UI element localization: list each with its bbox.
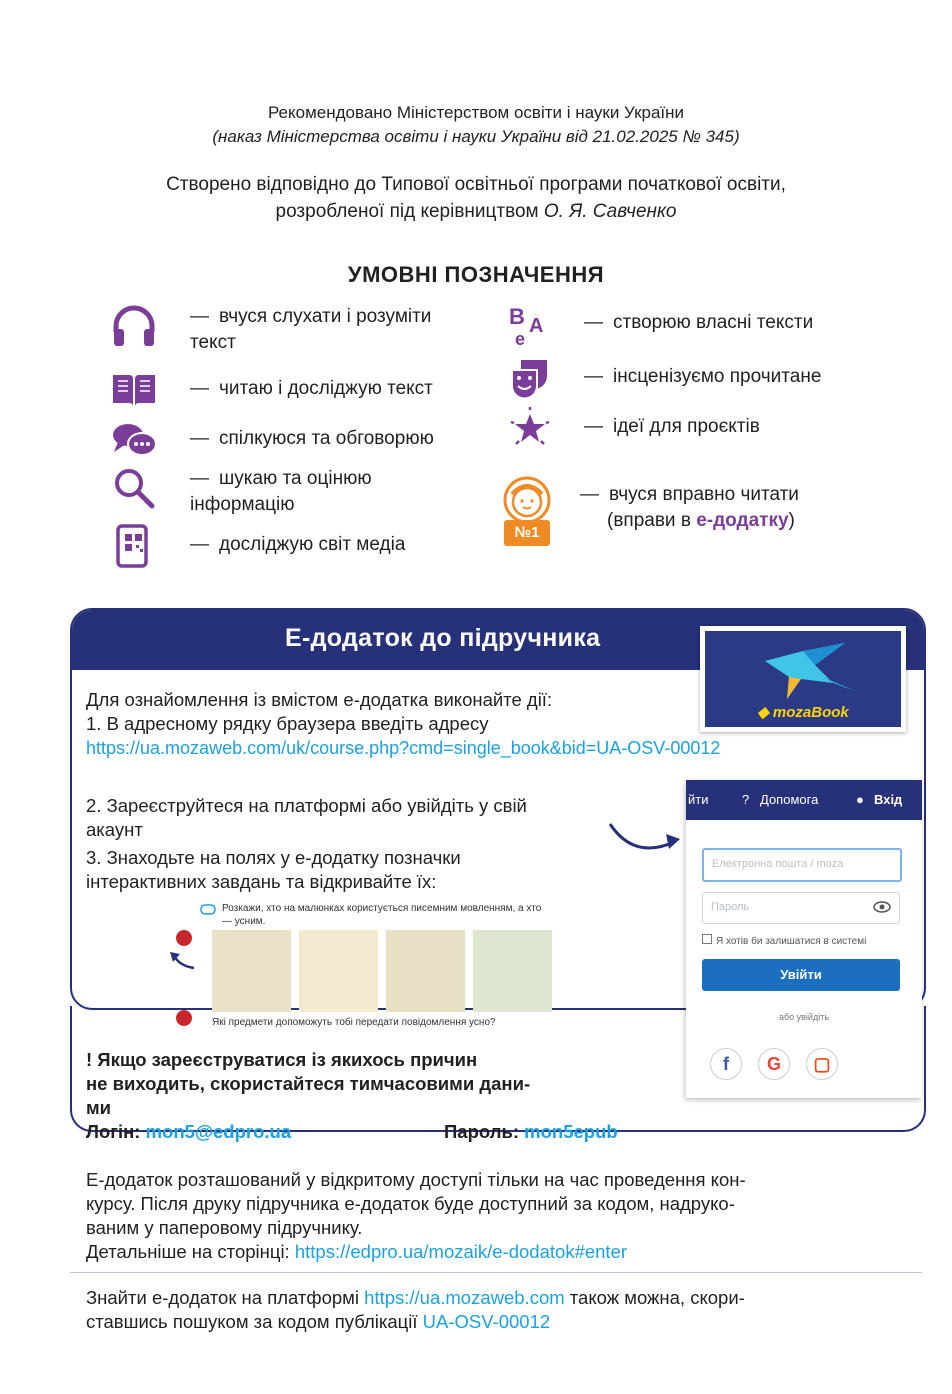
speech-icon [200, 904, 216, 916]
help-icon: ? [742, 792, 750, 807]
interactive-marker-icon-2[interactable] [174, 1008, 194, 1028]
theater-masks-icon [504, 356, 556, 400]
intro-text: Для ознайомлення із вмістом е-додатка виконайте дії: [86, 689, 553, 710]
legend-item-search: — шукаю та оцінюю інформацію [108, 466, 450, 518]
section-divider [70, 1272, 922, 1273]
curved-arrow-icon [606, 816, 686, 860]
google-icon[interactable]: G [758, 1048, 790, 1080]
details-text: Детальніше на сторінці: https://edpro.ua/mozaik/e-dodatok#enter [86, 1241, 628, 1262]
login-credential: Логін: mon5@edpro.ua [86, 1121, 292, 1142]
step-2-text-line2: акаунт [86, 819, 143, 840]
illustration-4 [473, 930, 552, 1012]
legend-item-projects: — ідеї для проєктів [504, 406, 760, 450]
find-text-line1: Знайти е-додаток на платформі https://ua.mozaweb.com також можна, скори- [86, 1287, 745, 1308]
user-icon: ● [856, 792, 864, 807]
password-value: mon5epub [524, 1121, 618, 1142]
legend-item-discussion: — спілкуюся та обговорюю [108, 418, 434, 462]
warning-line3: ми [86, 1097, 112, 1118]
course-url-link[interactable]: https://ua.mozaweb.com/uk/course.php?cmd=single_book&bid=UA-OSV-00012 [86, 738, 721, 758]
reader-badge-number: №1 [514, 524, 540, 541]
interactive-marker-icon[interactable] [174, 928, 194, 948]
recommendation-text: Рекомендовано Міністерством освіти і науки України [267, 103, 685, 122]
remember-checkbox[interactable]: Я хотів би залишатися в системі [702, 934, 866, 947]
login-value: mon5@edpro.ua [145, 1121, 292, 1142]
eye-icon[interactable] [873, 901, 891, 913]
e-dodatok-link[interactable]: е-додатку [696, 510, 789, 531]
sample-question-2: Які предмети допоможуть тобі передати повідомлення усно? [212, 1017, 496, 1028]
email-input[interactable]: Електронна пошта / moza [702, 848, 902, 882]
submit-button[interactable]: Увійти [702, 959, 900, 991]
access-text-line1: Е-додаток розташований у відкритому доступі тільки на час проведення кон- [86, 1169, 746, 1190]
svg-text:e: e [515, 329, 526, 346]
book-icon [108, 368, 160, 412]
legend-item-reading: — читаю і досліджую текст [108, 368, 433, 412]
login-screenshot [686, 780, 922, 1098]
star-burst-icon [504, 406, 556, 450]
details-url-link[interactable]: https://edpro.ua/mozaik/e-dodatok#enter [294, 1241, 628, 1262]
magnifier-icon [108, 466, 160, 510]
step-3-text-line2: інтерактивних завдань та відкривайте їх: [86, 871, 437, 892]
password-credential: Пароль: mon5epub [444, 1121, 618, 1142]
legend-item-writing: B A e — створюю власні тексти [504, 302, 813, 346]
created-text-line2: розробленої під керівництвом О. Я. Савченко [275, 201, 677, 222]
legend-item-reading-practice: №1 — вчуся вправно читати (вправи в е-додатку) [496, 474, 799, 550]
sample-question-1: Розкажи, хто на малюнках користується писемним мовленням, а хто — усним. [222, 903, 542, 927]
sample-illustrations [212, 930, 552, 1012]
mozaweb-link[interactable]: https://ua.mozaweb.com [364, 1287, 565, 1308]
legend-item-theater: — інсценізуємо прочитане [504, 356, 821, 400]
alt-login-text: або увійдіть [778, 1012, 830, 1022]
warning-line2: не виходить, скористайтеся тимчасовими дани- [86, 1073, 531, 1094]
legend-title: УМОВНІ ПОЗНАЧЕННЯ [347, 262, 605, 287]
legend-item-media: — досліджую світ медіа [108, 524, 405, 568]
illustration-3 [386, 930, 465, 1012]
qr-phone-icon [108, 524, 160, 568]
svg-text:B: B [509, 304, 525, 329]
illustration-2 [299, 930, 378, 1012]
step-1-text: 1. В адресному рядку браузера введіть адресу [86, 713, 489, 734]
order-text: (наказ Міністерства освіти і науки України від 21.02.2025 № 345) [212, 127, 740, 146]
step-3-text-line1: 3. Знаходьте на полях у е-додатку позначки [86, 847, 461, 868]
warning-line1: ! Якщо зареєструватися із якихось причин [86, 1049, 478, 1070]
office-icon[interactable]: ▢ [806, 1048, 838, 1080]
letters-icon [504, 302, 556, 346]
reader-badge-icon [496, 474, 558, 550]
facebook-icon[interactable]: f [710, 1048, 742, 1080]
headphones-icon [108, 304, 160, 348]
find-text-line2: ставшись пошуком за кодом публікації UA-OSV-00012 [86, 1311, 551, 1332]
password-input[interactable]: Пароль [702, 892, 900, 924]
pointer-arrow-icon [168, 950, 198, 972]
e-dodatok-title: Е-додаток до підручника [285, 624, 601, 652]
legend-item-listening: — вчуся слухати і розуміти текст [108, 304, 480, 356]
mozabook-logo [700, 626, 906, 732]
created-text-line1: Створено відповідно до Типової освітньої програми початкової освіти, [166, 174, 786, 195]
login-nav-bar: йти ? Допомога ● Вхід [686, 780, 922, 820]
svg-text:A: A [529, 315, 544, 337]
illustration-1 [212, 930, 291, 1012]
help-link[interactable]: Допомога [760, 792, 819, 807]
author-name: О. Я. Савченко [543, 201, 677, 222]
chat-bubbles-icon [108, 418, 160, 462]
access-text-line3: ваним у паперовому підручнику. [86, 1217, 363, 1238]
login-link[interactable]: Вхід [874, 792, 903, 807]
access-text-line2: курсу. Після друку підручника е-додаток буде доступний за кодом, надруко- [86, 1193, 735, 1214]
publication-code: UA-OSV-00012 [422, 1311, 551, 1332]
mozabook-label: ◆ mozaBook [757, 704, 849, 721]
step-2-text-line1: 2. Зареєструйтеся на платформі або увійдіть у свій [86, 795, 527, 816]
